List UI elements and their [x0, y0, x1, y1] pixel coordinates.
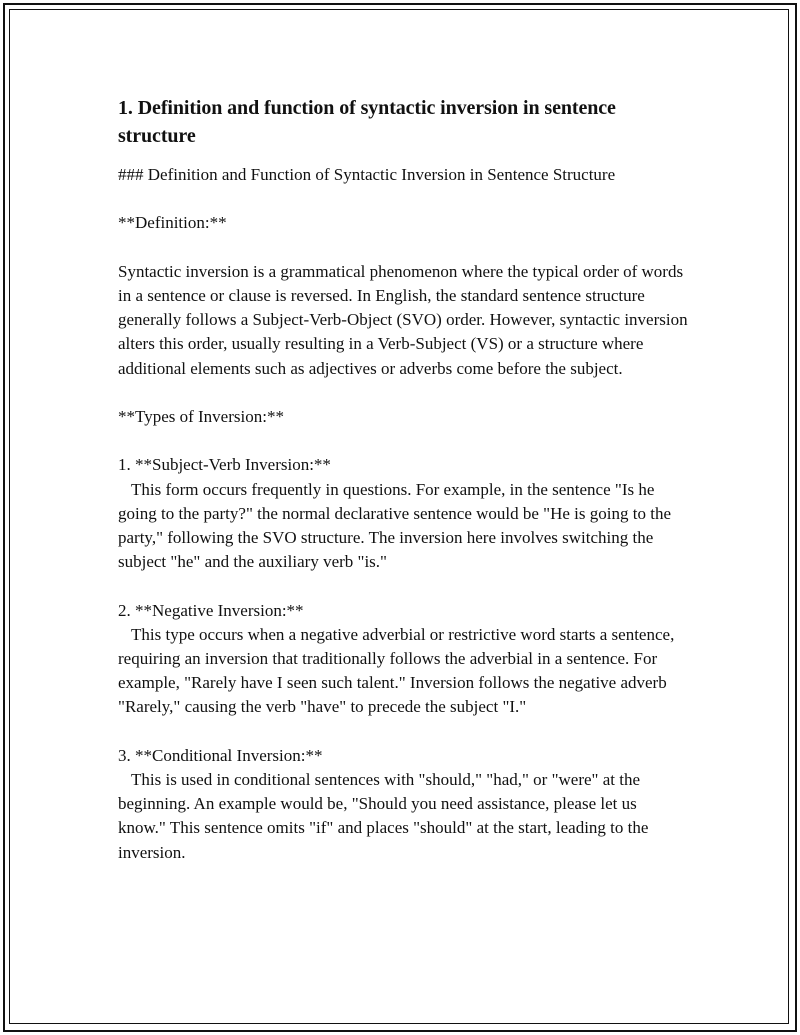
list-item-body: This is used in conditional sentences with "should," "had," or "were" at the beginning. An example would be, "Should you need assistance, please let us know." This sentence omits "if" and places "should" at the start, leading to the inversion. [118, 769, 649, 862]
document-content [118, 94, 692, 889]
list-item-body: This form occurs frequently in questions. For example, in the sentence "Is he going to the party?" the normal declarative sentence would be "He is going to the party," following the SVO structure. The inversion here involves switching the subject "he" and the auxiliary verb "is." [118, 479, 671, 572]
subheading-text: ### Definition and Function of Syntactic Inversion in Sentence Structure [118, 165, 616, 184]
list-item [118, 599, 688, 720]
list-item-heading: 3. **Conditional Inversion:** [118, 745, 323, 765]
list-item [118, 744, 688, 865]
list-item-heading: 1. **Subject-Verb Inversion:** [118, 455, 331, 475]
definition-label: **Definition:** [118, 213, 227, 233]
section-title: 1. Definition and function of syntactic inversion in sentence structure [118, 97, 616, 147]
definition-paragraph: Syntactic inversion is a grammatical phenomenon where the typical order of words in a sentence or clause is reversed. In English, the standard sentence structure generally follows a Subject-Verb-Object (SVO) order. However, syntactic inversion alters this order, usually resulting in a Verb-Subject (VS) or a structure where additional elements such as adjectives or adverbs come before the subject. [118, 261, 692, 378]
list-item-body: This type occurs when a negative adverbial or restrictive word starts a sentence, requiring an inversion that traditionally follows the adverbial in a sentence. For example, "Rarely have I seen such talent." Inversion follows the negative adverb "Rarely," causing the verb "have" to precede the subject "I." [118, 624, 675, 717]
list-item-heading: 2. **Negative Inversion:** [118, 600, 304, 620]
list-item [118, 453, 688, 574]
types-label: **Types of Inversion:** [118, 406, 284, 426]
